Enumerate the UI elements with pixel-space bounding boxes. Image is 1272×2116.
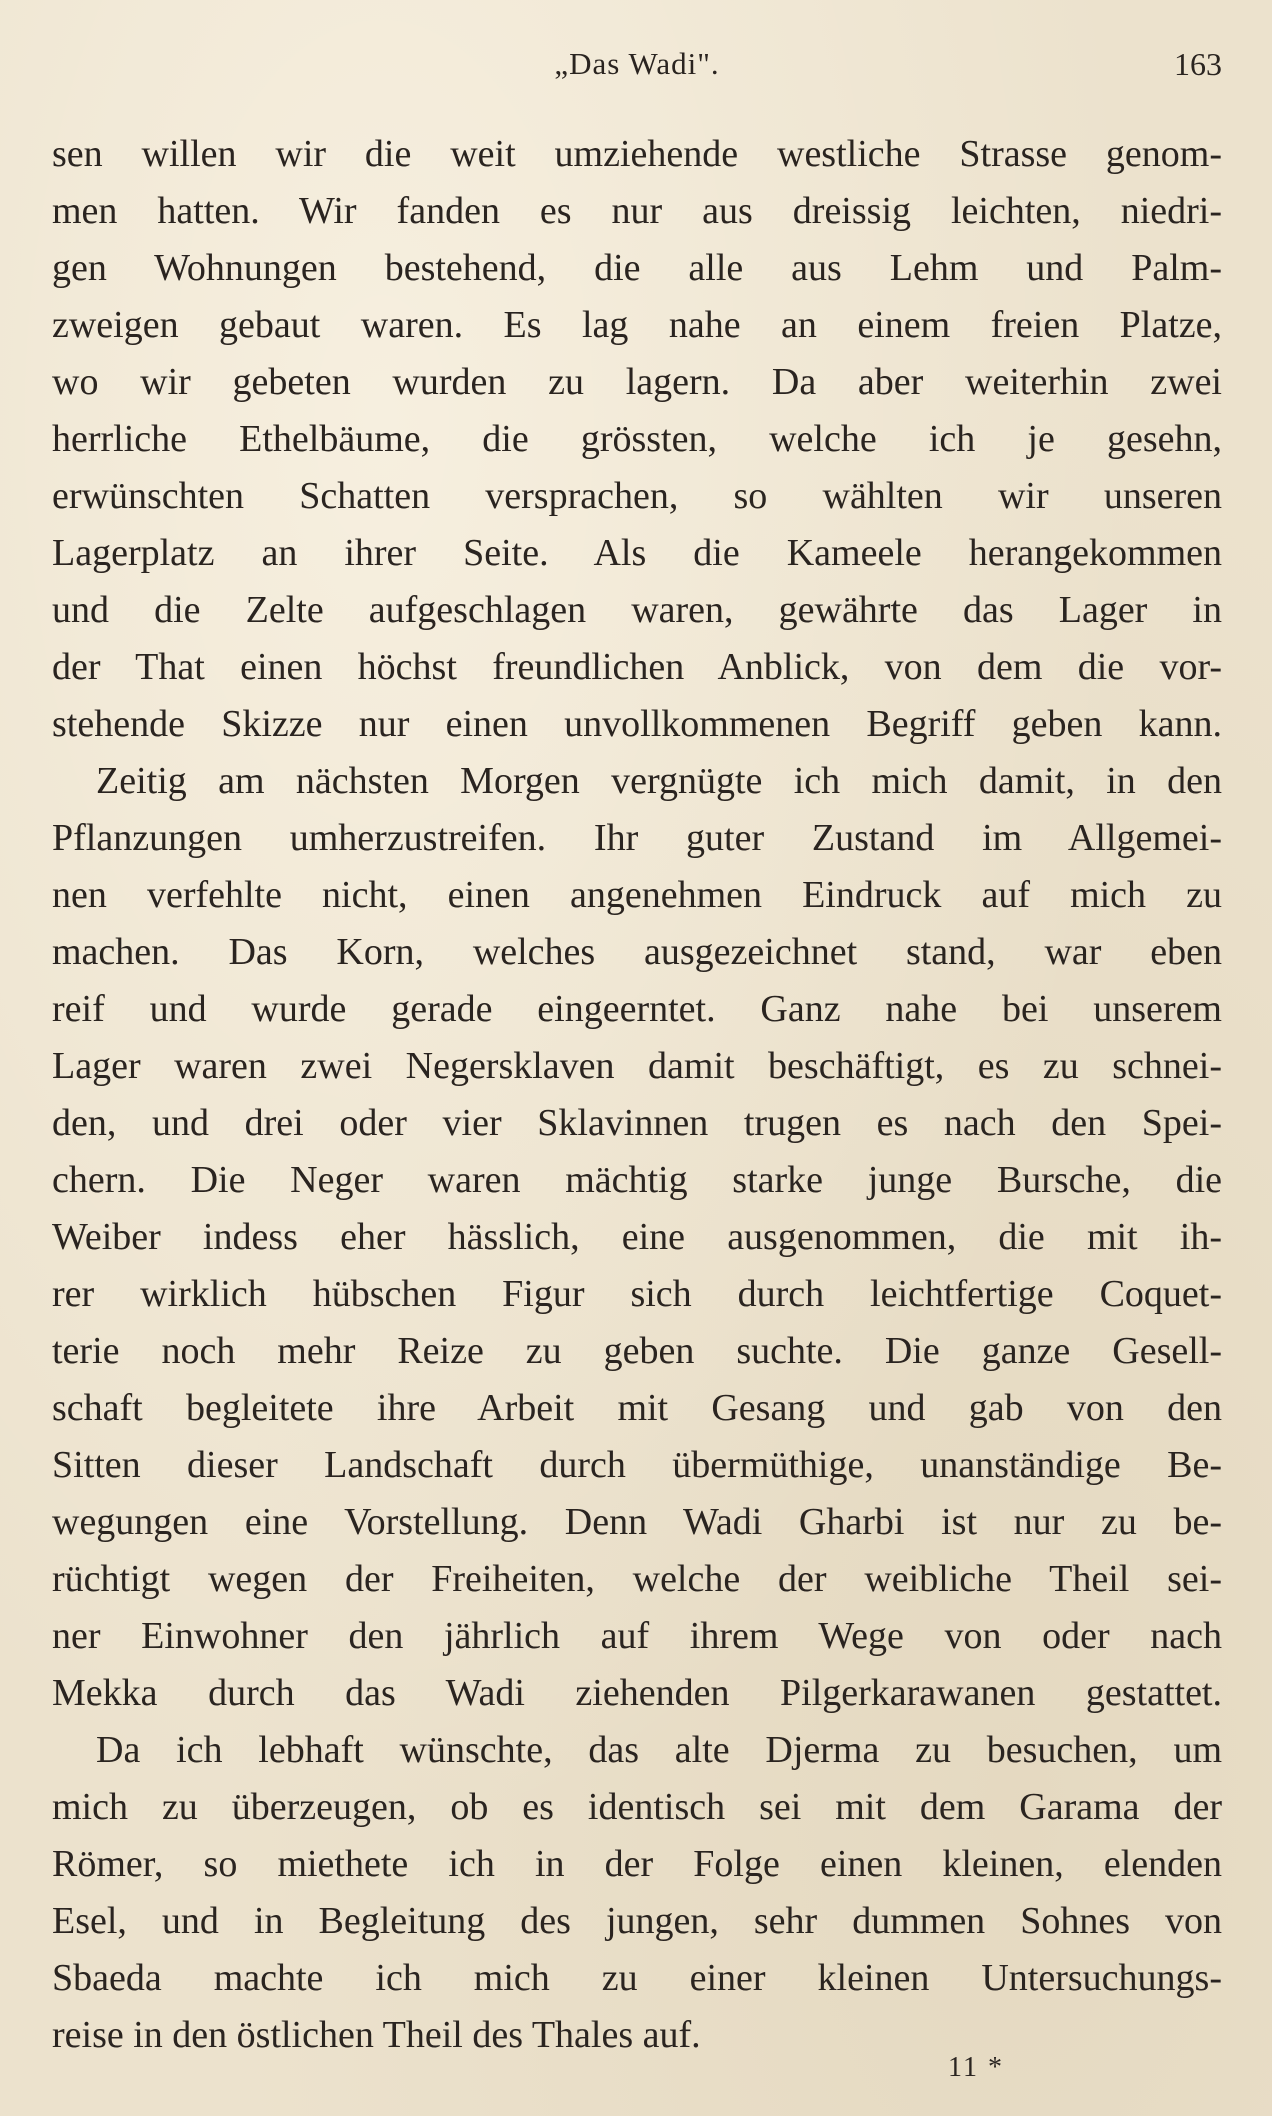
text-line: sen willen wir die weit umziehende westliche Strasse genom-	[52, 133, 1222, 175]
signature-mark: 11 *	[948, 2052, 1004, 2083]
text-line: men hatten. Wir fanden es nur aus dreissig leichten, niedri-	[52, 190, 1222, 232]
page-number: 163	[1174, 46, 1222, 82]
text-line: Römer, so miethete ich in der Folge einen kleinen, elenden	[52, 1843, 1222, 1885]
text-line: und die Zelte aufgeschlagen waren, gewährte das Lager in	[52, 589, 1222, 631]
text-line: Weiber indess eher hässlich, eine ausgenommen, die mit ih-	[52, 1216, 1222, 1258]
text-line: ner Einwohner den jährlich auf ihrem Wege von oder nach	[52, 1615, 1222, 1657]
text-line: terie noch mehr Reize zu geben suchte. Die ganze Gesell-	[52, 1330, 1222, 1372]
running-head	[52, 46, 1222, 96]
text-line: Sitten dieser Landschaft durch übermüthige, unanständige Be-	[52, 1444, 1222, 1486]
text-line: gen Wohnungen bestehend, die alle aus Lehm und Palm-	[52, 247, 1222, 289]
text-line: stehende Skizze nur einen unvollkommenen Begriff geben kann.	[52, 703, 1222, 745]
text-line: rüchtigt wegen der Freiheiten, welche der weibliche Theil sei-	[52, 1558, 1222, 1600]
text-line: chern. Die Neger waren mächtig starke junge Bursche, die	[52, 1159, 1222, 1201]
text-line: machen. Das Korn, welches ausgezeichnet stand, war eben	[52, 931, 1222, 973]
text-line: Sbaeda machte ich mich zu einer kleinen Untersuchungs-	[52, 1957, 1222, 1999]
text-line: wo wir gebeten wurden zu lagern. Da aber weiterhin zwei	[52, 361, 1222, 403]
text-line: Lagerplatz an ihrer Seite. Als die Kameele herangekommen	[52, 532, 1222, 574]
text-line: erwünschten Schatten versprachen, so wählten wir unseren	[52, 475, 1222, 517]
text-line: den, und drei oder vier Sklavinnen trugen es nach den Spei-	[52, 1102, 1222, 1144]
text-line: mich zu überzeugen, ob es identisch sei mit dem Garama der	[52, 1786, 1222, 1828]
text-line: zweigen gebaut waren. Es lag nahe an einem freien Platze,	[52, 304, 1222, 346]
text-line: Lager waren zwei Negersklaven damit beschäftigt, es zu schnei-	[52, 1045, 1222, 1087]
text-line: nen verfehlte nicht, einen angenehmen Eindruck auf mich zu	[52, 874, 1222, 916]
text-line: Zeitig am nächsten Morgen vergnügte ich mich damit, in den	[96, 760, 1222, 802]
text-line: der That einen höchst freundlichen Anblick, von dem die vor-	[52, 646, 1222, 688]
text-line: Mekka durch das Wadi ziehenden Pilgerkarawanen gestattet.	[52, 1672, 1222, 1714]
running-head-title: „Das Wadi".	[554, 46, 720, 81]
text-line: schaft begleitete ihre Arbeit mit Gesang und gab von den	[52, 1387, 1222, 1429]
text-line: Pflanzungen umherzustreifen. Ihr guter Zustand im Allgemei-	[52, 817, 1222, 859]
text-line: wegungen eine Vorstellung. Denn Wadi Gharbi ist nur zu be-	[52, 1501, 1222, 1543]
text-line: Da ich lebhaft wünschte, das alte Djerma zu besuchen, um	[96, 1729, 1222, 1771]
text-line: Esel, und in Begleitung des jungen, sehr dummen Sohnes von	[52, 1900, 1222, 1942]
text-line: reise in den östlichen Theil des Thales auf.	[52, 2014, 701, 2056]
text-line: herrliche Ethelbäume, die grössten, welche ich je gesehn,	[52, 418, 1222, 460]
body-text	[52, 126, 1222, 2064]
text-line: rer wirklich hübschen Figur sich durch leichtfertige Coquet-	[52, 1273, 1222, 1315]
text-line: reif und wurde gerade eingeerntet. Ganz nahe bei unserem	[52, 988, 1222, 1030]
